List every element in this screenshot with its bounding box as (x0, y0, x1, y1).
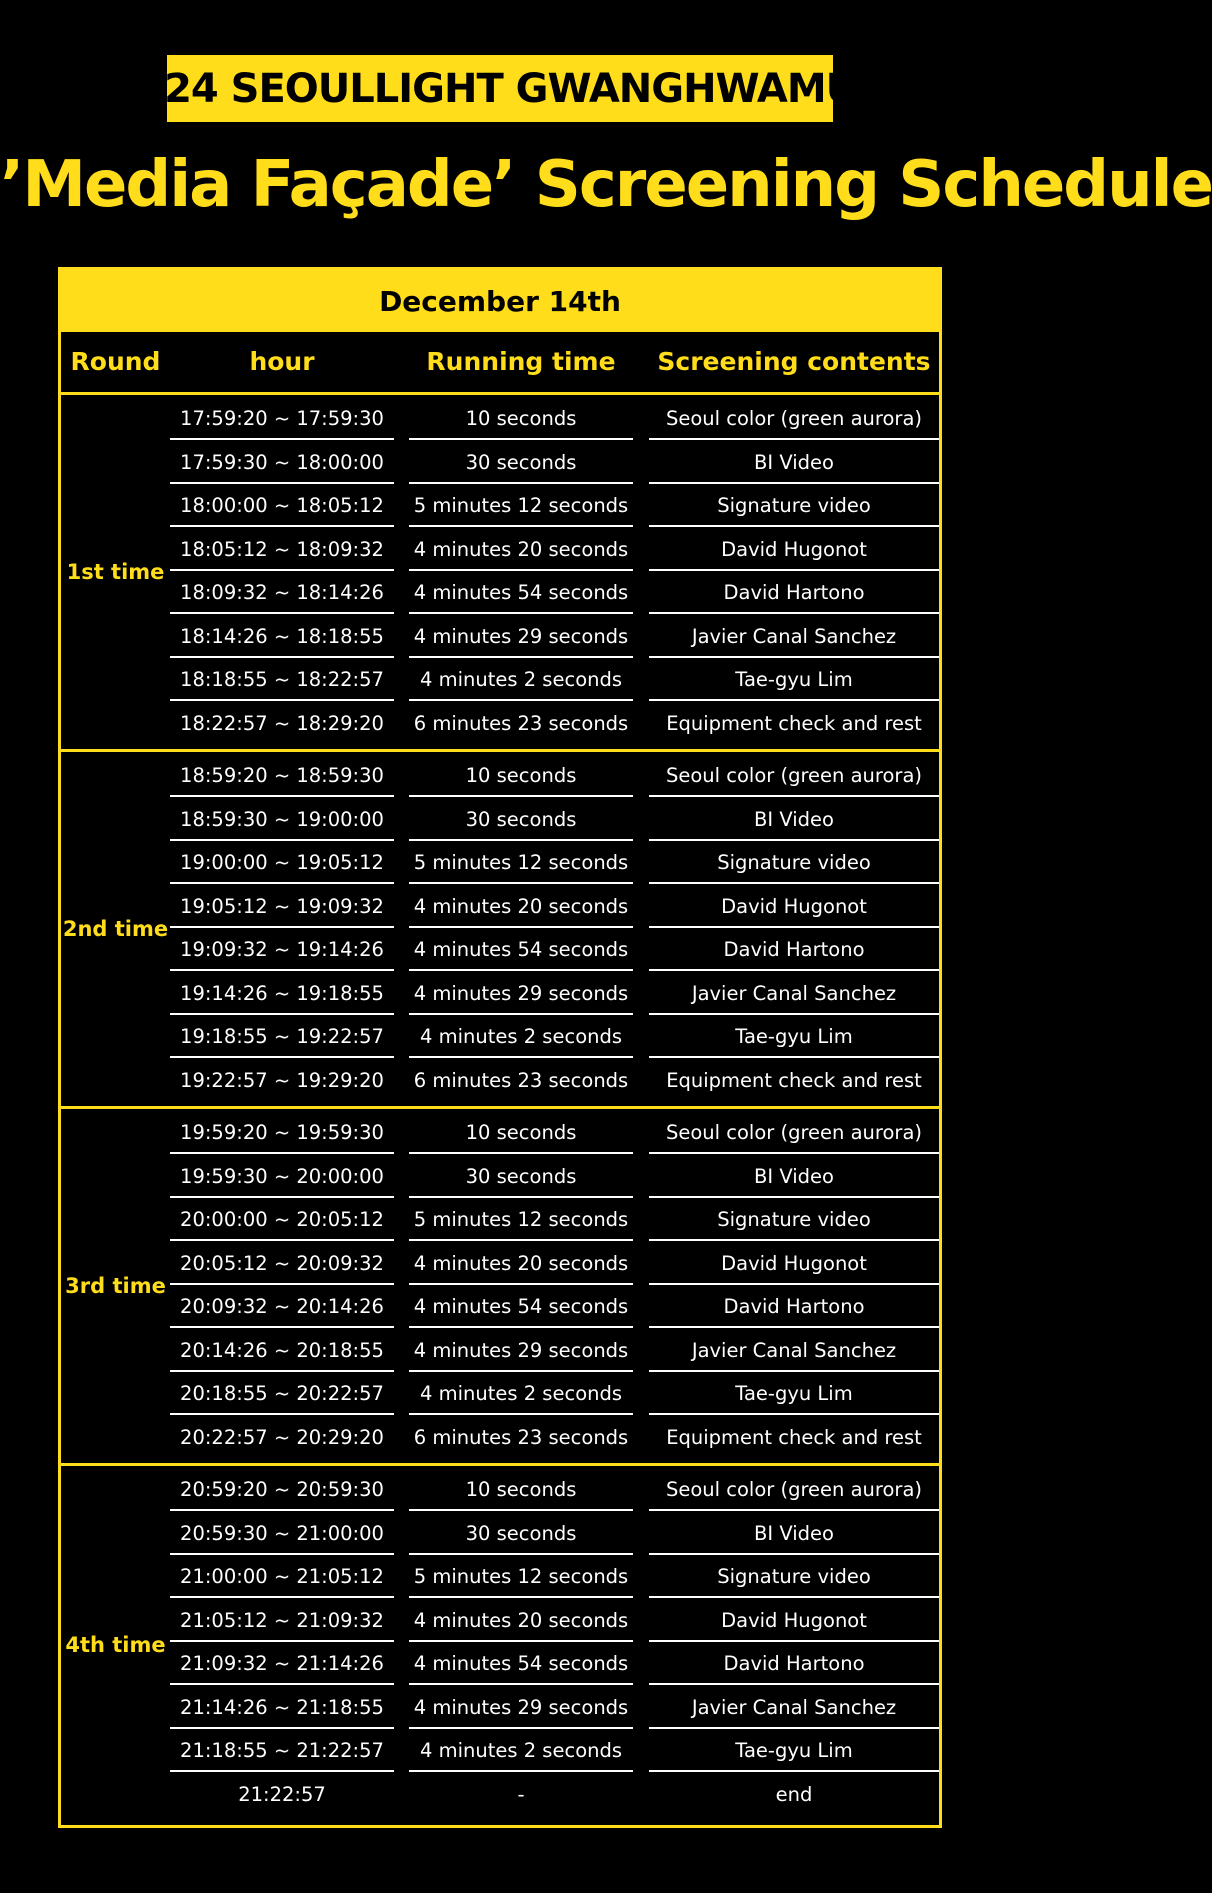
running-time-cell: 5 minutes 12 seconds (409, 842, 633, 884)
contents-cell: BI Video (649, 799, 939, 841)
hour-cell: 18:00:00 ~ 18:05:12 (170, 485, 394, 527)
column-header-running-time: Running time (426, 347, 616, 376)
running-time-cell: 4 minutes 20 seconds (409, 529, 633, 571)
hour-cell: 19:14:26 ~ 19:18:55 (170, 973, 394, 1015)
contents-cell: David Hugonot (649, 529, 939, 571)
table-row (61, 1417, 939, 1461)
contents-cell: Javier Canal Sanchez (649, 973, 939, 1015)
contents-cell: David Hugonot (649, 1600, 939, 1642)
hour-cell: 21:09:32 ~ 21:14:26 (170, 1643, 394, 1685)
contents-cell: Tae-gyu Lim (649, 1373, 939, 1415)
hour-cell: 18:59:30 ~ 19:00:00 (170, 799, 394, 841)
contents-cell: Signature video (649, 1199, 939, 1241)
table-row (61, 1730, 939, 1774)
table-row (61, 1513, 939, 1557)
running-time-cell: 6 minutes 23 seconds (413, 1425, 629, 1449)
round-group (61, 1109, 939, 1466)
running-time-cell: 4 minutes 29 seconds (409, 1687, 633, 1729)
hour-cell: 20:18:55 ~ 20:22:57 (170, 1373, 394, 1415)
schedule-table (58, 267, 942, 1828)
running-time-cell: 5 minutes 12 seconds (409, 1199, 633, 1241)
table-row (61, 529, 939, 573)
hour-cell: 18:09:32 ~ 18:14:26 (170, 572, 394, 614)
contents-cell: Javier Canal Sanchez (649, 1687, 939, 1729)
contents-cell: end (775, 1782, 813, 1806)
running-time-cell: 30 seconds (409, 799, 633, 841)
contents-cell: Equipment check and rest (666, 1425, 922, 1449)
table-row (61, 659, 939, 703)
running-time-cell: 4 minutes 54 seconds (409, 1286, 633, 1328)
running-time-cell: - (517, 1782, 525, 1806)
round-label: 3rd time (65, 1274, 166, 1298)
hour-cell: 18:22:57 ~ 18:29:20 (180, 711, 384, 735)
contents-cell: David Hartono (649, 1643, 939, 1685)
contents-cell: David Hartono (649, 1286, 939, 1328)
running-time-cell: 6 minutes 23 seconds (413, 1068, 629, 1092)
running-time-cell: 30 seconds (409, 1156, 633, 1198)
column-header-round: Round (70, 347, 161, 376)
hour-cell: 20:22:57 ~ 20:29:20 (180, 1425, 384, 1449)
hour-cell: 19:18:55 ~ 19:22:57 (170, 1016, 394, 1058)
running-time-cell: 4 minutes 2 seconds (409, 1373, 633, 1415)
hour-cell: 20:05:12 ~ 20:09:32 (170, 1243, 394, 1285)
round-group (61, 395, 939, 752)
hour-cell: 20:59:20 ~ 20:59:30 (170, 1469, 394, 1511)
contents-cell: Seoul color (green aurora) (649, 1469, 939, 1511)
table-row (61, 1060, 939, 1104)
column-header-hour: hour (249, 347, 315, 376)
table-row (61, 398, 939, 442)
running-time-cell: 4 minutes 29 seconds (409, 616, 633, 658)
running-time-cell: 30 seconds (409, 442, 633, 484)
table-row (61, 1469, 939, 1513)
hour-cell: 17:59:30 ~ 18:00:00 (170, 442, 394, 484)
table-row (61, 799, 939, 843)
table-row (61, 929, 939, 973)
hour-cell: 21:22:57 (238, 1782, 326, 1806)
running-time-cell: 4 minutes 2 seconds (409, 659, 633, 701)
hour-cell: 21:00:00 ~ 21:05:12 (170, 1556, 394, 1598)
table-row (61, 442, 939, 486)
table-row (61, 1643, 939, 1687)
running-time-cell: 4 minutes 2 seconds (409, 1016, 633, 1058)
running-time-cell: 5 minutes 12 seconds (409, 1556, 633, 1598)
running-time-cell: 4 minutes 2 seconds (409, 1730, 633, 1772)
header-badge-text: 2024 SEOULLIGHT GWANGHWAMUN (110, 65, 890, 112)
hour-cell: 20:59:30 ~ 21:00:00 (170, 1513, 394, 1555)
table-row (61, 1556, 939, 1600)
hour-cell: 18:05:12 ~ 18:09:32 (170, 529, 394, 571)
column-header-contents: Screening contents (657, 347, 931, 376)
contents-cell: Tae-gyu Lim (649, 1730, 939, 1772)
table-row (61, 1600, 939, 1644)
table-row (61, 755, 939, 799)
contents-cell: Seoul color (green aurora) (649, 398, 939, 440)
contents-cell: Seoul color (green aurora) (649, 1112, 939, 1154)
round-label: 2nd time (62, 917, 169, 941)
hour-cell: 19:05:12 ~ 19:09:32 (170, 886, 394, 928)
hour-cell: 17:59:20 ~ 17:59:30 (170, 398, 394, 440)
round-group (61, 752, 939, 1109)
contents-cell: BI Video (649, 1156, 939, 1198)
hour-cell: 19:59:30 ~ 20:00:00 (170, 1156, 394, 1198)
running-time-cell: 10 seconds (409, 1469, 633, 1511)
contents-cell: David Hugonot (649, 1243, 939, 1285)
running-time-cell: 4 minutes 54 seconds (409, 1643, 633, 1685)
table-row (61, 1016, 939, 1060)
table-row (61, 1774, 939, 1818)
contents-cell: Javier Canal Sanchez (649, 616, 939, 658)
running-time-cell: 4 minutes 20 seconds (409, 1243, 633, 1285)
table-row (61, 842, 939, 886)
table-row (61, 485, 939, 529)
table-row (61, 616, 939, 660)
running-time-cell: 5 minutes 12 seconds (409, 485, 633, 527)
hour-cell: 20:14:26 ~ 20:18:55 (170, 1330, 394, 1372)
date-label: December 14th (379, 284, 621, 318)
table-row (61, 1373, 939, 1417)
contents-cell: Tae-gyu Lim (649, 1016, 939, 1058)
table-row (61, 1199, 939, 1243)
hour-cell: 18:18:55 ~ 18:22:57 (170, 659, 394, 701)
running-time-cell: 4 minutes 29 seconds (409, 973, 633, 1015)
hour-cell: 19:00:00 ~ 19:05:12 (170, 842, 394, 884)
round-group (61, 1466, 939, 1823)
hour-cell: 21:18:55 ~ 21:22:57 (170, 1730, 394, 1772)
contents-cell: Signature video (649, 485, 939, 527)
running-time-cell: 4 minutes 54 seconds (409, 929, 633, 971)
contents-cell: BI Video (649, 442, 939, 484)
table-row (61, 1243, 939, 1287)
hour-cell: 21:14:26 ~ 21:18:55 (170, 1687, 394, 1729)
contents-cell: David Hartono (649, 929, 939, 971)
contents-cell: Equipment check and rest (666, 711, 922, 735)
hour-cell: 19:09:32 ~ 19:14:26 (170, 929, 394, 971)
round-label: 1st time (66, 560, 165, 584)
table-row (61, 1330, 939, 1374)
table-row (61, 1112, 939, 1156)
running-time-cell: 10 seconds (409, 1112, 633, 1154)
contents-cell: Seoul color (green aurora) (649, 755, 939, 797)
contents-cell: David Hartono (649, 572, 939, 614)
header-badge (110, 55, 890, 122)
hour-cell: 18:59:20 ~ 18:59:30 (170, 755, 394, 797)
hour-cell: 18:14:26 ~ 18:18:55 (170, 616, 394, 658)
running-time-cell: 4 minutes 29 seconds (409, 1330, 633, 1372)
running-time-cell: 4 minutes 54 seconds (409, 572, 633, 614)
hour-cell: 19:59:20 ~ 19:59:30 (170, 1112, 394, 1154)
table-row (61, 973, 939, 1017)
hour-cell: 21:05:12 ~ 21:09:32 (170, 1600, 394, 1642)
page-title: ’Media Façade’ Screening Schedule (0, 148, 1212, 222)
running-time-cell: 10 seconds (409, 755, 633, 797)
contents-cell: Javier Canal Sanchez (649, 1330, 939, 1372)
table-row (61, 703, 939, 747)
hour-cell: 20:09:32 ~ 20:14:26 (170, 1286, 394, 1328)
date-bar (61, 270, 939, 332)
contents-cell: Equipment check and rest (666, 1068, 922, 1092)
table-row (61, 1286, 939, 1330)
running-time-cell: 30 seconds (409, 1513, 633, 1555)
contents-cell: Signature video (649, 842, 939, 884)
hour-cell: 19:22:57 ~ 19:29:20 (180, 1068, 384, 1092)
running-time-cell: 10 seconds (409, 398, 633, 440)
table-row (61, 572, 939, 616)
contents-cell: David Hugonot (649, 886, 939, 928)
column-header-row (61, 332, 939, 395)
hour-cell: 20:00:00 ~ 20:05:12 (170, 1199, 394, 1241)
table-row (61, 1687, 939, 1731)
round-label: 4th time (65, 1632, 166, 1657)
contents-cell: Tae-gyu Lim (649, 659, 939, 701)
contents-cell: BI Video (649, 1513, 939, 1555)
running-time-cell: 6 minutes 23 seconds (413, 711, 629, 735)
contents-cell: Signature video (649, 1556, 939, 1598)
table-row (61, 886, 939, 930)
table-row (61, 1156, 939, 1200)
running-time-cell: 4 minutes 20 seconds (409, 1600, 633, 1642)
running-time-cell: 4 minutes 20 seconds (409, 886, 633, 928)
